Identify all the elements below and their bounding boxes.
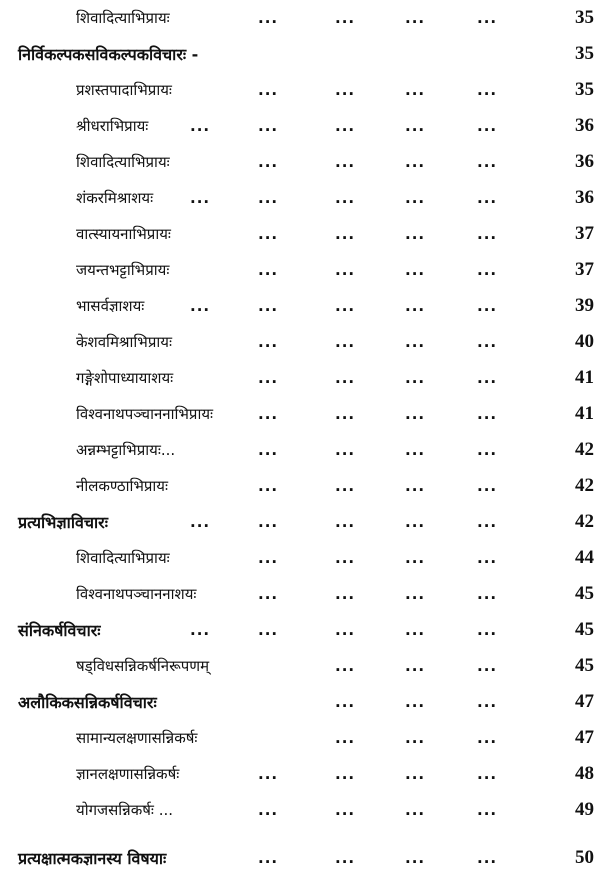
leader-dots: ... xyxy=(405,333,426,351)
leader-dots: ... xyxy=(477,549,498,567)
toc-entry xyxy=(0,756,600,792)
leader-dots: ... xyxy=(258,513,279,531)
leader-dots: ... xyxy=(335,693,356,711)
leader-dots: ... xyxy=(477,765,498,783)
leader-dots: ... xyxy=(405,153,426,171)
leader-dots: ... xyxy=(477,261,498,279)
leader-dots: ... xyxy=(190,621,211,639)
leader-dots: ... xyxy=(190,513,211,531)
leader-dots: ... xyxy=(405,765,426,783)
leader-dots: ... xyxy=(335,513,356,531)
toc-entry-title: नीलकण्ठाभिप्रायः xyxy=(76,477,169,495)
leader-dots: ... xyxy=(335,297,356,315)
toc-entry xyxy=(0,252,600,288)
leader-dots: ... xyxy=(405,549,426,567)
toc-entry xyxy=(0,180,600,216)
toc-entry-title: विश्वनाथपञ्चाननाभिप्रायः xyxy=(76,405,214,423)
toc-entry-title: शिवादित्याभिप्रायः xyxy=(76,153,170,171)
leader-dots: ... xyxy=(258,765,279,783)
leader-dots: ... xyxy=(335,189,356,207)
toc-entry xyxy=(0,840,600,876)
leader-dots: ... xyxy=(335,849,356,867)
leader-dots: ... xyxy=(405,297,426,315)
toc-entry-title: विश्वनाथपञ्चाननाशयः xyxy=(76,585,197,603)
leader-dots: ... xyxy=(258,9,279,27)
leader-dots: ... xyxy=(258,153,279,171)
toc-entry-title: प्रशस्तपादाभिप्रायः xyxy=(76,81,172,99)
toc-page-number: 47 xyxy=(575,727,594,748)
leader-dots: ... xyxy=(405,657,426,675)
toc-entry-title: निर्विकल्पकसविकल्पकविचारः - xyxy=(18,45,199,64)
leader-dots: ... xyxy=(258,801,279,819)
toc-entry xyxy=(0,72,600,108)
leader-dots: ... xyxy=(405,189,426,207)
toc-entry xyxy=(0,468,600,504)
leader-dots: ... xyxy=(335,405,356,423)
toc-page-number: 35 xyxy=(575,43,594,64)
leader-dots: ... xyxy=(258,549,279,567)
toc-entry xyxy=(0,0,600,36)
leader-dots: ... xyxy=(405,369,426,387)
leader-dots: ... xyxy=(258,189,279,207)
leader-dots: ... xyxy=(335,441,356,459)
leader-dots: ... xyxy=(477,849,498,867)
toc-page-number: 35 xyxy=(575,7,594,28)
toc-page-number: 44 xyxy=(575,547,594,568)
toc-entry xyxy=(0,720,600,756)
toc-entry xyxy=(0,684,600,720)
toc-entry xyxy=(0,324,600,360)
leader-dots: ... xyxy=(477,9,498,27)
leader-dots: ... xyxy=(405,729,426,747)
leader-dots: ... xyxy=(258,585,279,603)
leader-dots: ... xyxy=(335,621,356,639)
leader-dots: ... xyxy=(477,801,498,819)
toc-page-number: 36 xyxy=(575,115,594,136)
leader-dots: ... xyxy=(258,477,279,495)
leader-dots: ... xyxy=(477,369,498,387)
leader-dots: ... xyxy=(477,333,498,351)
leader-dots: ... xyxy=(258,117,279,135)
toc-entry-title: जयन्तभट्टाभिप्रायः xyxy=(76,261,170,279)
toc-page-number: 36 xyxy=(575,187,594,208)
toc-page-number: 50 xyxy=(575,847,594,868)
toc-entry xyxy=(0,144,600,180)
toc-entry-title: ज्ञानलक्षणासन्निकर्षः xyxy=(76,765,180,783)
leader-dots: ... xyxy=(477,405,498,423)
leader-dots: ... xyxy=(335,9,356,27)
leader-dots: ... xyxy=(335,765,356,783)
leader-dots: ... xyxy=(405,225,426,243)
leader-dots: ... xyxy=(477,153,498,171)
toc-entry xyxy=(0,432,600,468)
toc-entry-title: शिवादित्याभिप्रायः xyxy=(76,9,170,27)
toc-page-number: 45 xyxy=(575,619,594,640)
toc-entry xyxy=(0,576,600,612)
leader-dots: ... xyxy=(477,621,498,639)
toc-entry xyxy=(0,396,600,432)
toc-entry xyxy=(0,504,600,540)
toc-entry-title: भासर्वज्ञाशयः xyxy=(76,297,145,315)
leader-dots: ... xyxy=(477,441,498,459)
leader-dots: ... xyxy=(335,549,356,567)
toc-entry-title: अलौकिकसन्निकर्षविचारः xyxy=(18,693,157,712)
toc-entry xyxy=(0,108,600,144)
leader-dots: ... xyxy=(335,261,356,279)
leader-dots: ... xyxy=(335,729,356,747)
leader-dots: ... xyxy=(405,849,426,867)
leader-dots: ... xyxy=(477,585,498,603)
leader-dots: ... xyxy=(335,333,356,351)
toc-entry xyxy=(0,540,600,576)
leader-dots: ... xyxy=(405,441,426,459)
toc-entry-title: गङ्गेशोपाध्यायाशयः xyxy=(76,369,174,387)
leader-dots: ... xyxy=(405,405,426,423)
leader-dots: ... xyxy=(477,513,498,531)
leader-dots: ... xyxy=(190,189,211,207)
leader-dots: ... xyxy=(405,261,426,279)
toc-entry-title: श्रीधराभिप्रायः xyxy=(76,117,149,135)
toc-entry xyxy=(0,216,600,252)
toc-entry-title: सामान्यलक्षणासन्निकर्षः xyxy=(76,729,198,747)
leader-dots: ... xyxy=(405,477,426,495)
toc-page-number: 49 xyxy=(575,799,594,820)
toc-entry xyxy=(0,288,600,324)
leader-dots: ... xyxy=(405,9,426,27)
leader-dots: ... xyxy=(335,477,356,495)
toc-entry-title: वात्स्यायनाभिप्रायः xyxy=(76,225,171,243)
toc-page-number: 40 xyxy=(575,331,594,352)
toc-entry-title: योगजसन्निकर्षः ... xyxy=(76,801,174,819)
toc-entry-title: संनिकर्षविचारः xyxy=(18,621,101,640)
toc-entry xyxy=(0,612,600,648)
leader-dots: ... xyxy=(258,441,279,459)
toc-entry-title: केशवमिश्राभिप्रायः xyxy=(76,333,173,351)
toc-page-number: 41 xyxy=(575,403,594,424)
toc-entry xyxy=(0,648,600,684)
leader-dots: ... xyxy=(477,657,498,675)
leader-dots: ... xyxy=(258,81,279,99)
toc-entry xyxy=(0,36,600,72)
leader-dots: ... xyxy=(477,693,498,711)
leader-dots: ... xyxy=(477,729,498,747)
leader-dots: ... xyxy=(477,225,498,243)
toc-page-number: 39 xyxy=(575,295,594,316)
leader-dots: ... xyxy=(477,477,498,495)
toc-page-number: 42 xyxy=(575,475,594,496)
toc-entry xyxy=(0,792,600,828)
leader-dots: ... xyxy=(335,81,356,99)
leader-dots: ... xyxy=(405,801,426,819)
toc-page-number: 37 xyxy=(575,223,594,244)
leader-dots: ... xyxy=(477,297,498,315)
leader-dots: ... xyxy=(335,369,356,387)
toc-page-number: 41 xyxy=(575,367,594,388)
leader-dots: ... xyxy=(190,117,211,135)
toc-page-number: 42 xyxy=(575,511,594,532)
toc-entry-title: शिवादित्याभिप्रायः xyxy=(76,549,170,567)
leader-dots: ... xyxy=(405,81,426,99)
toc-page-number: 45 xyxy=(575,583,594,604)
leader-dots: ... xyxy=(405,117,426,135)
leader-dots: ... xyxy=(477,189,498,207)
leader-dots: ... xyxy=(405,693,426,711)
leader-dots: ... xyxy=(335,801,356,819)
leader-dots: ... xyxy=(258,333,279,351)
leader-dots: ... xyxy=(335,117,356,135)
toc-entry xyxy=(0,360,600,396)
leader-dots: ... xyxy=(258,405,279,423)
toc-page-number: 47 xyxy=(575,691,594,712)
toc-page-number: 48 xyxy=(575,763,594,784)
toc-page-number: 45 xyxy=(575,655,594,676)
leader-dots: ... xyxy=(335,657,356,675)
toc-entry-title: प्रत्यभिज्ञाविचारः xyxy=(18,513,108,532)
leader-dots: ... xyxy=(190,297,211,315)
leader-dots: ... xyxy=(258,297,279,315)
leader-dots: ... xyxy=(258,621,279,639)
leader-dots: ... xyxy=(335,153,356,171)
leader-dots: ... xyxy=(258,261,279,279)
leader-dots: ... xyxy=(477,81,498,99)
toc-page-number: 42 xyxy=(575,439,594,460)
leader-dots: ... xyxy=(258,849,279,867)
leader-dots: ... xyxy=(405,513,426,531)
leader-dots: ... xyxy=(477,117,498,135)
toc-entry-title: अन्नम्भट्टाभिप्रायः... xyxy=(76,441,176,459)
leader-dots: ... xyxy=(258,225,279,243)
toc-page-number: 35 xyxy=(575,79,594,100)
leader-dots: ... xyxy=(335,585,356,603)
leader-dots: ... xyxy=(405,585,426,603)
leader-dots: ... xyxy=(258,369,279,387)
toc-entry-title: प्रत्यक्षात्मकज्ञानस्य विषयाः xyxy=(18,849,167,868)
toc-page-number: 36 xyxy=(575,151,594,172)
toc-page-number: 37 xyxy=(575,259,594,280)
leader-dots: ... xyxy=(335,225,356,243)
toc-entry-title: षड्विधसन्निकर्षनिरूपणम् xyxy=(76,657,210,675)
toc-entry-title: शंकरमिश्राशयः xyxy=(76,189,154,207)
leader-dots: ... xyxy=(405,621,426,639)
